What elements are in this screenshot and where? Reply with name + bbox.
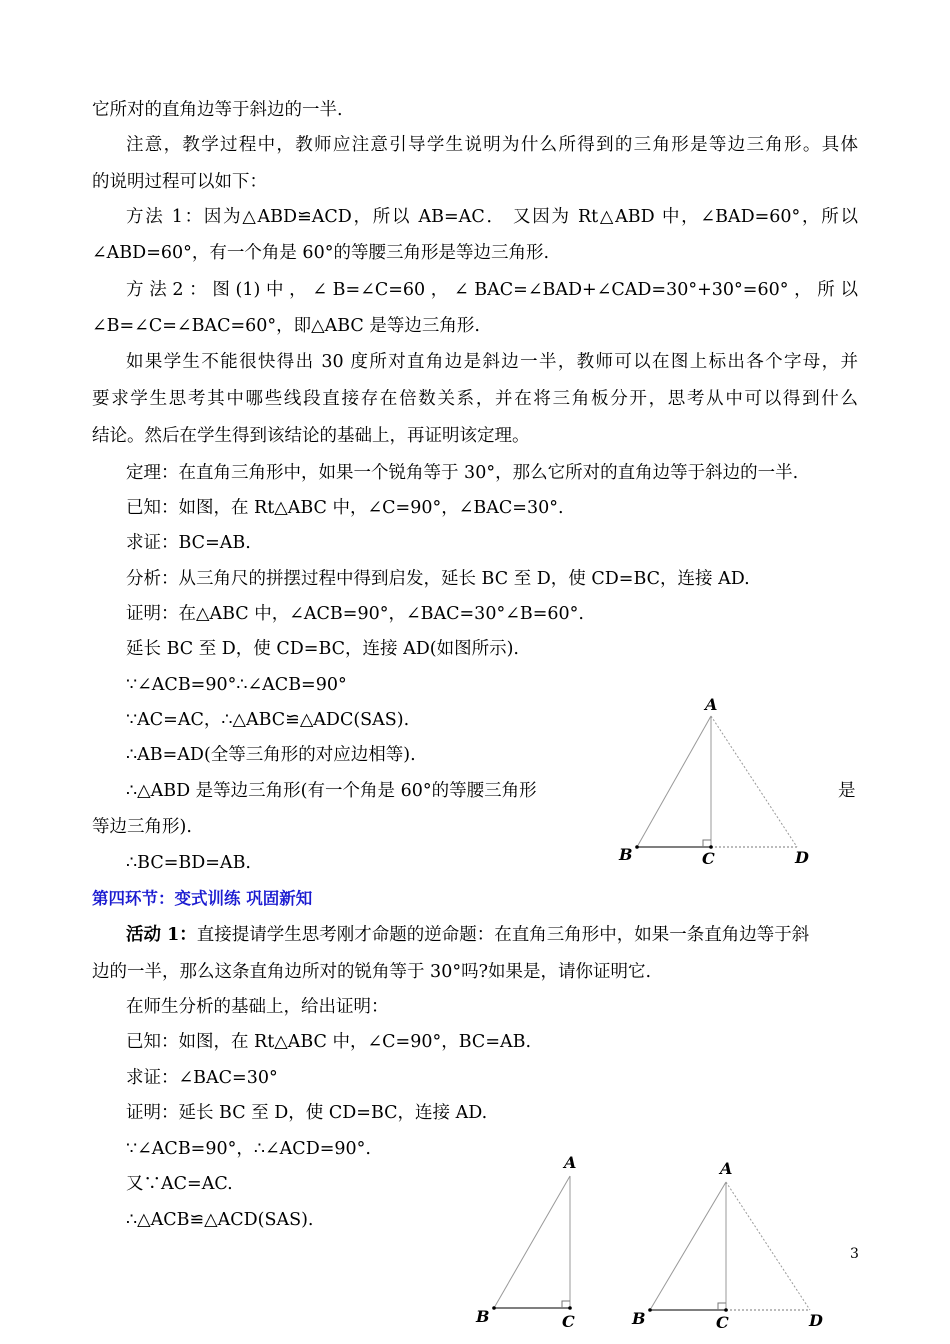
text-line: ∵AC=AC，∴△ABC≌△ADC(SAS). (126, 710, 410, 730)
section-heading: 第四环节：变式训练 巩固新知 (92, 889, 313, 908)
text-line: 的说明过程可以如下： (92, 172, 267, 192)
point-b (635, 845, 639, 849)
label-a: A (705, 695, 718, 714)
text-line: ∴△ABD 是等边三角形(有一个角是 60°的等腰三角形 (126, 781, 537, 801)
text-line: ∵∠ACB=90°，∴∠ACD=90°. (126, 1139, 371, 1159)
text-line: 等边三角形). (92, 817, 192, 837)
segment-ad (726, 1182, 810, 1310)
text-line: 方 法 2 ： 图 (1) 中 ， ∠ B=∠C=60 ， ∠ BAC=∠BAD+∠CAD=30°+30°=60° ， 所 以 (126, 280, 858, 300)
text-line: 分析：从三角尺的拼摆过程中得到启发，延长 BC 至 D，使 CD=BC，连接 AD. (126, 569, 750, 589)
segment-ab (637, 716, 711, 847)
text-line: 如果学生不能很快得出 30 度所对直角边是斜边一半，教师可以在图上标出各个字母，并 (126, 352, 858, 372)
text-line: ∠ABD=60°，有一个角是 60°的等腰三角形是等边三角形. (92, 243, 550, 263)
figure-triangle-abd-2 (631, 1159, 823, 1332)
segment-ab (494, 1176, 570, 1308)
text-line: 直接提请学生思考刚才命题的逆命题：在直角三角形中，如果一条直角边等于斜 (196, 925, 810, 945)
segment-ab (650, 1182, 726, 1310)
text-line: 证明：延长 BC 至 D，使 CD=BC，连接 AD. (126, 1103, 488, 1123)
segment-ad (711, 716, 797, 847)
text-line: ∴△ACB≌△ACD(SAS). (126, 1210, 314, 1230)
text-line: 已知：如图，在 Rt△ABC 中，∠C=90°，BC=AB. (126, 1032, 532, 1052)
page-number: 3 (850, 1246, 859, 1262)
text-line: ∠B=∠C=∠BAC=60°，即△ABC 是等边三角形. (92, 316, 480, 336)
text-line: 又∵AC=AC. (126, 1174, 233, 1194)
label-b: B (476, 1307, 490, 1326)
label-c: C (716, 1313, 729, 1332)
label-b: B (619, 845, 633, 864)
label-b: B (632, 1309, 646, 1328)
point-b (492, 1306, 496, 1310)
point-b (648, 1308, 652, 1312)
text-line: 方法 1：因为△ABD≌ACD，所以 AB=AC． 又因为 Rt△ABD 中，∠BAD=60°，所以 (126, 207, 858, 227)
label-d: D (795, 848, 809, 867)
text-line: ∴BC=BD=AB. (126, 853, 251, 873)
point-c (568, 1306, 572, 1310)
text-line: 边的一半，那么这条直角边所对的锐角等于 30°吗?如果是，请你证明它. (92, 962, 652, 982)
text-line: 求证：BC=AB. (126, 533, 251, 553)
activity-label: 活动 1： (126, 925, 197, 945)
text-line: 在师生分析的基础上，给出证明： (126, 997, 389, 1017)
figure-triangle-abd (618, 695, 809, 868)
text-line: 求证：∠BAC=30° (126, 1068, 278, 1088)
label-a: A (720, 1159, 733, 1178)
text-line: 注意，教学过程中，教师应注意引导学生说明为什么所得到的三角形是等边三角形。具体 (126, 135, 858, 155)
figure-triangle-abc (475, 1153, 576, 1331)
point-c (724, 1308, 728, 1312)
text-line: ∵∠ACB=90°∴∠ACB=90° (126, 675, 347, 695)
text-line: 定理：在直角三角形中，如果一个锐角等于 30°，那么它所对的直角边等于斜边的一半. (126, 463, 799, 483)
text-line: 已知：如图，在 Rt△ABC 中，∠C=90°，∠BAC=30°. (126, 498, 564, 518)
text-line: 证明：在△ABC 中，∠ACB=90°，∠BAC=30°∠B=60°. (126, 604, 584, 624)
text-line: 结论。然后在学生得到该结论的基础上，再证明该定理。 (92, 426, 530, 446)
text-line: ∴AB=AD(全等三角形的对应边相等). (126, 745, 416, 765)
label-d: D (809, 1311, 823, 1330)
label-c: C (562, 1312, 575, 1331)
text-line: 延长 BC 至 D，使 CD=BC，连接 AD(如图所示). (126, 639, 519, 659)
label-c: C (702, 849, 715, 868)
text-line: 它所对的直角边等于斜边的一半. (92, 100, 343, 120)
text-line: 是 (838, 781, 856, 801)
text-line: 要求学生思考其中哪些线段直接存在倍数关系，并在将三角板分开，思考从中可以得到什么 (92, 389, 858, 409)
label-a: A (564, 1153, 577, 1172)
